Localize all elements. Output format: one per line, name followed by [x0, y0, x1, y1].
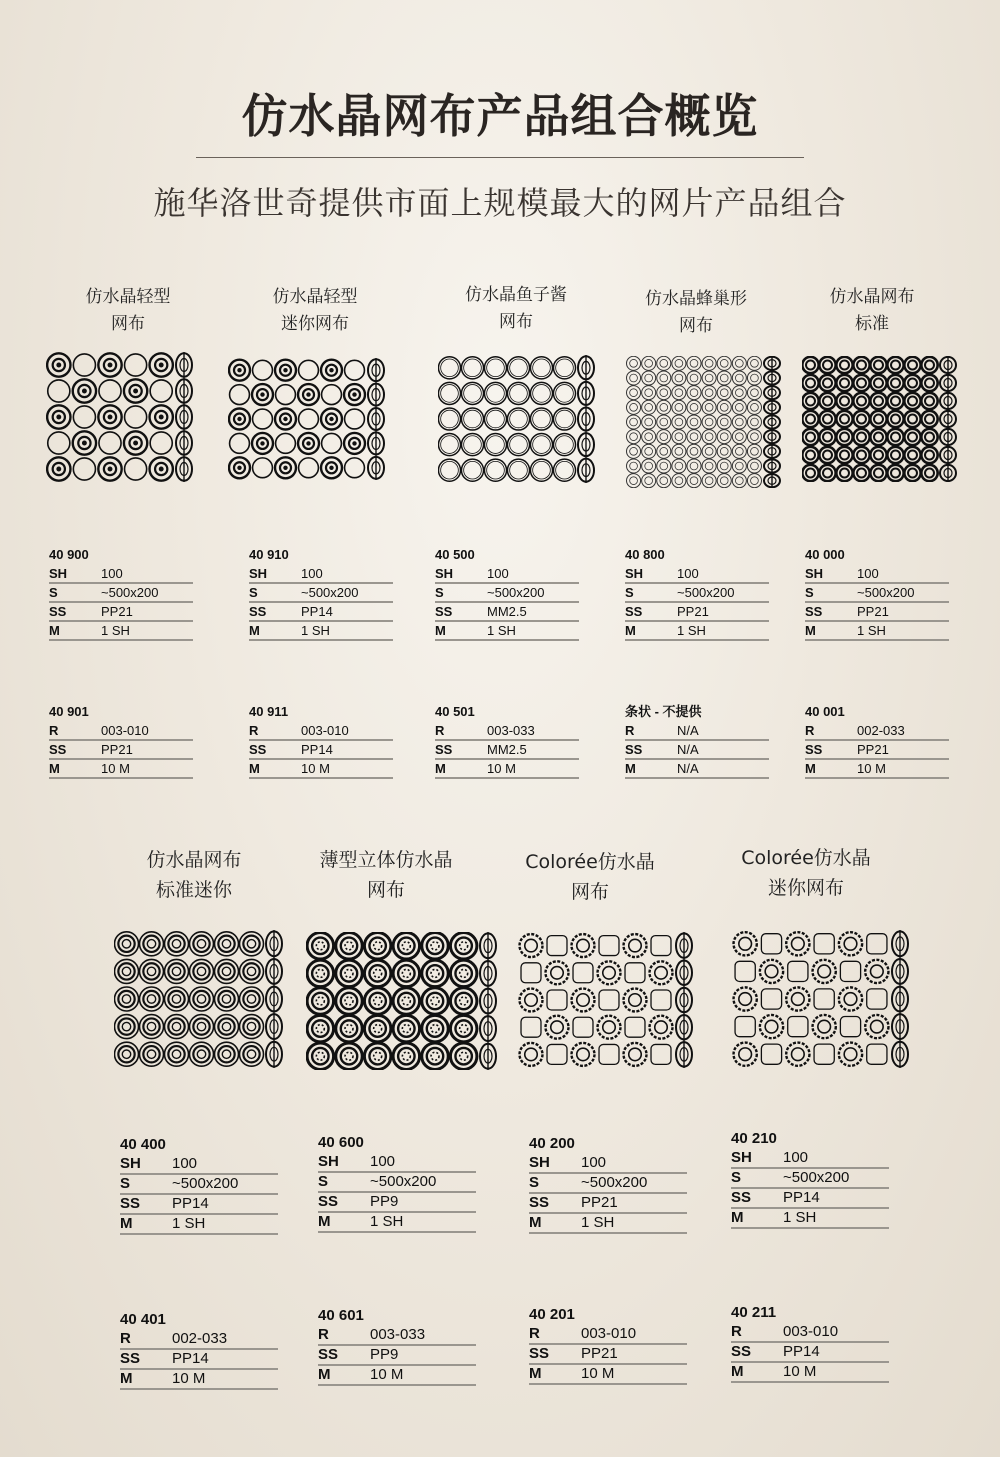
spec-value: PP14	[783, 1343, 820, 1360]
spec-table	[731, 1303, 889, 1383]
product-code: 40 800	[625, 547, 665, 562]
spec-key: M	[805, 623, 816, 638]
spec-key: M	[318, 1213, 331, 1230]
spec-table	[805, 702, 949, 779]
product-caption	[94, 845, 294, 905]
spec-key: S	[529, 1174, 540, 1191]
caption-line: 网布	[679, 316, 713, 336]
spec-row	[625, 722, 769, 741]
spec-row	[120, 1330, 278, 1350]
spec-row	[49, 603, 193, 622]
spec-row	[529, 1154, 687, 1174]
page-subtitle: 施华洛世奇提供市面上规模最大的网片产品组合	[153, 184, 847, 222]
spec-key: SH	[249, 566, 268, 581]
spec-table	[49, 702, 193, 779]
product-code: 40 900	[49, 547, 89, 562]
spec-key: R	[805, 723, 815, 738]
spec-key: SS	[318, 1193, 339, 1210]
spec-row	[435, 565, 579, 584]
spec-row	[120, 1350, 278, 1370]
spec-value: 1 SH	[301, 623, 330, 638]
spec-value: 10 M	[101, 761, 130, 776]
spec-key: SS	[435, 604, 453, 619]
product-code: 40 500	[435, 547, 475, 562]
product-code: 40 401	[120, 1311, 166, 1328]
spec-row	[731, 1149, 889, 1169]
spec-key: SS	[731, 1189, 752, 1206]
caption-line: 仿水晶鱼子酱	[465, 285, 567, 305]
spec-key: M	[249, 623, 260, 638]
product-caption	[706, 843, 906, 903]
spec-value: ~500x200	[581, 1174, 648, 1191]
spec-row	[625, 603, 769, 622]
spec-key: SS	[249, 742, 267, 757]
caption-line: Colorée仿水晶	[525, 851, 655, 873]
spec-table	[731, 1129, 889, 1229]
spec-value: PP21	[857, 742, 889, 757]
caption-line: 标准	[855, 314, 889, 334]
spec-row	[249, 722, 393, 741]
spec-key: M	[435, 623, 446, 638]
spec-table	[49, 545, 193, 641]
spec-value: 1 SH	[677, 623, 706, 638]
spec-value: N/A	[677, 723, 699, 738]
spec-row	[120, 1175, 278, 1195]
spec-row	[49, 722, 193, 741]
spec-row	[625, 565, 769, 584]
spec-row	[529, 1194, 687, 1214]
spec-key: SS	[435, 742, 453, 757]
spec-value: 100	[857, 566, 879, 581]
spec-row	[318, 1193, 476, 1213]
product-caption	[596, 286, 796, 340]
spec-row	[49, 741, 193, 760]
spec-value: PP21	[581, 1194, 618, 1211]
spec-row	[731, 1323, 889, 1343]
spec-row	[805, 622, 949, 641]
product-code: 40 601	[318, 1307, 364, 1324]
spec-value: 003-033	[487, 723, 535, 738]
product-caption	[416, 282, 616, 336]
spec-key: S	[249, 585, 258, 600]
spec-key: SH	[318, 1153, 339, 1170]
product-code: 40 501	[435, 704, 475, 719]
spec-key: S	[625, 585, 634, 600]
spec-value: PP21	[101, 742, 133, 757]
product-code: 40 200	[529, 1135, 575, 1152]
spec-value: ~500x200	[783, 1169, 850, 1186]
spec-key: M	[318, 1366, 331, 1383]
caption-line: 网布	[499, 312, 533, 332]
spec-table	[625, 702, 769, 779]
spec-value: 003-010	[101, 723, 149, 738]
spec-key: S	[435, 585, 444, 600]
spec-key: R	[49, 723, 59, 738]
spec-row	[49, 622, 193, 641]
spec-key: S	[120, 1175, 131, 1192]
spec-value: 100	[783, 1149, 809, 1166]
spec-value: 100	[581, 1154, 607, 1171]
mesh-illustration	[306, 932, 500, 1070]
spec-value: 10 M	[857, 761, 886, 776]
spec-key: SS	[625, 742, 643, 757]
spec-key: SS	[249, 604, 267, 619]
spec-value: PP21	[677, 604, 709, 619]
spec-row	[805, 722, 949, 741]
spec-value: 1 SH	[857, 623, 886, 638]
spec-row	[249, 622, 393, 641]
spec-value: 003-033	[370, 1326, 426, 1343]
caption-line: 网布	[570, 881, 609, 903]
spec-table	[318, 1133, 476, 1233]
spec-value: 100	[370, 1153, 396, 1170]
spec-value: PP14	[172, 1350, 209, 1367]
spec-key: M	[49, 623, 60, 638]
spec-row	[120, 1215, 278, 1235]
spec-value: N/A	[677, 742, 699, 757]
spec-key: R	[120, 1330, 131, 1347]
spec-row	[625, 760, 769, 779]
product-caption	[286, 845, 486, 905]
spec-key: SH	[529, 1154, 550, 1171]
spec-table	[318, 1306, 476, 1386]
caption-line: 薄型立体仿水晶	[319, 849, 453, 871]
spec-value: 1 SH	[581, 1214, 615, 1231]
spec-key: SS	[731, 1343, 752, 1360]
spec-key: M	[731, 1209, 744, 1226]
spec-row	[49, 760, 193, 779]
spec-value: N/A	[677, 761, 699, 776]
spec-row	[731, 1169, 889, 1189]
spec-key: R	[249, 723, 259, 738]
spec-key: SS	[805, 742, 823, 757]
caption-line: Colorée仿水晶	[741, 847, 871, 869]
spec-row	[249, 760, 393, 779]
spec-row	[49, 565, 193, 584]
spec-value: 1 SH	[783, 1209, 817, 1226]
spec-table	[120, 1135, 278, 1235]
caption-line: 迷你网布	[767, 877, 844, 899]
spec-table	[529, 1305, 687, 1385]
spec-key: SS	[529, 1194, 550, 1211]
mesh-illustration	[114, 930, 286, 1068]
spec-value: MM2.5	[487, 604, 527, 619]
caption-line: 仿水晶蜂巢形	[645, 289, 747, 309]
spec-row	[318, 1366, 476, 1386]
spec-value: PP9	[370, 1193, 399, 1210]
spec-key: SS	[120, 1195, 141, 1212]
spec-value: ~500x200	[172, 1175, 239, 1192]
spec-key: SS	[120, 1350, 141, 1367]
mesh-illustration	[228, 358, 388, 480]
spec-value: 1 SH	[487, 623, 516, 638]
caption-line: 标准迷你	[155, 879, 232, 901]
spec-row	[435, 622, 579, 641]
spec-key: S	[318, 1173, 329, 1190]
spec-value: PP9	[370, 1346, 399, 1363]
spec-value: ~500x200	[101, 585, 159, 600]
product-caption	[215, 284, 415, 338]
spec-value: 1 SH	[172, 1215, 206, 1232]
spec-value: 10 M	[370, 1366, 404, 1383]
spec-key: M	[529, 1214, 542, 1231]
mesh-illustration	[732, 930, 912, 1068]
spec-row	[529, 1214, 687, 1234]
spec-key: SS	[805, 604, 823, 619]
spec-value: 1 SH	[101, 623, 130, 638]
spec-row	[120, 1195, 278, 1215]
spec-row	[435, 760, 579, 779]
spec-row	[529, 1174, 687, 1194]
spec-key: R	[731, 1323, 742, 1340]
spec-value: MM2.5	[487, 742, 527, 757]
spec-key: M	[625, 623, 636, 638]
spec-row	[249, 603, 393, 622]
spec-row	[435, 741, 579, 760]
spec-key: R	[625, 723, 635, 738]
spec-row	[435, 722, 579, 741]
spec-row	[318, 1153, 476, 1173]
spec-key: M	[435, 761, 446, 776]
caption-line: 迷你网布	[281, 314, 349, 334]
spec-table	[435, 702, 579, 779]
spec-value: PP21	[857, 604, 889, 619]
product-caption	[772, 284, 972, 338]
spec-row	[731, 1209, 889, 1229]
spec-key: S	[805, 585, 814, 600]
mesh-illustration	[46, 352, 196, 482]
spec-row	[435, 603, 579, 622]
spec-key: SH	[805, 566, 824, 581]
spec-key: M	[805, 761, 816, 776]
spec-key: R	[318, 1326, 329, 1343]
mesh-illustration	[438, 355, 598, 483]
spec-value: ~500x200	[857, 585, 915, 600]
spec-value: 100	[301, 566, 323, 581]
spec-row	[318, 1346, 476, 1366]
spec-value: 100	[101, 566, 123, 581]
caption-line: 仿水晶网布	[146, 849, 242, 871]
spec-row	[805, 760, 949, 779]
spec-value: PP14	[301, 604, 333, 619]
spec-key: M	[249, 761, 260, 776]
spec-key: SH	[49, 566, 68, 581]
spec-table	[249, 545, 393, 641]
spec-row	[49, 584, 193, 603]
spec-key: M	[731, 1363, 744, 1380]
product-code: 40 910	[249, 547, 289, 562]
spec-row	[318, 1213, 476, 1233]
spec-row	[249, 584, 393, 603]
spec-key: M	[120, 1215, 133, 1232]
spec-value: ~500x200	[370, 1173, 437, 1190]
spec-row	[625, 741, 769, 760]
spec-table	[120, 1310, 278, 1390]
spec-value: PP14	[301, 742, 333, 757]
caption-line: 网布	[111, 314, 145, 334]
spec-row	[529, 1325, 687, 1345]
spec-row	[120, 1155, 278, 1175]
product-code: 40 600	[318, 1134, 364, 1151]
spec-row	[731, 1189, 889, 1209]
product-code: 40 400	[120, 1136, 166, 1153]
spec-row	[625, 622, 769, 641]
caption-line: 仿水晶轻型	[85, 287, 171, 307]
spec-key: M	[49, 761, 60, 776]
spec-value: ~500x200	[677, 585, 735, 600]
spec-table	[435, 545, 579, 641]
spec-key: SH	[120, 1155, 141, 1172]
spec-row	[249, 741, 393, 760]
caption-line: 仿水晶轻型	[272, 287, 358, 307]
spec-row	[529, 1365, 687, 1385]
spec-key: S	[49, 585, 58, 600]
spec-value: 10 M	[172, 1370, 206, 1387]
spec-value: 100	[487, 566, 509, 581]
spec-value: 10 M	[783, 1363, 817, 1380]
spec-row	[731, 1363, 889, 1383]
spec-key: SS	[49, 604, 67, 619]
spec-value: ~500x200	[487, 585, 545, 600]
spec-row	[318, 1173, 476, 1193]
spec-row	[731, 1343, 889, 1363]
spec-value: 003-010	[783, 1323, 839, 1340]
spec-table	[529, 1134, 687, 1234]
spec-key: M	[529, 1365, 542, 1382]
spec-key: S	[731, 1169, 742, 1186]
product-code: 40 001	[805, 704, 845, 719]
spec-row	[805, 584, 949, 603]
spec-key: SS	[49, 742, 67, 757]
spec-value: PP21	[581, 1345, 618, 1362]
product-caption	[490, 847, 690, 907]
spec-value: 003-010	[581, 1325, 637, 1342]
mesh-illustration	[518, 932, 696, 1068]
spec-row	[805, 603, 949, 622]
product-code: 40 211	[731, 1304, 777, 1321]
spec-value: PP21	[101, 604, 133, 619]
mesh-illustration	[802, 356, 960, 482]
product-code: 40 901	[49, 704, 89, 719]
spec-value: 100	[172, 1155, 198, 1172]
spec-row	[805, 741, 949, 760]
spec-key: M	[625, 761, 636, 776]
spec-row	[805, 565, 949, 584]
spec-value: 10 M	[487, 761, 516, 776]
spec-key: SS	[318, 1346, 339, 1363]
spec-value: 002-033	[857, 723, 905, 738]
spec-value: 003-010	[301, 723, 349, 738]
spec-value: 10 M	[301, 761, 330, 776]
spec-row	[120, 1370, 278, 1390]
spec-key: SS	[529, 1345, 550, 1362]
product-caption	[28, 284, 228, 338]
caption-line: 仿水晶网布	[829, 287, 915, 307]
product-code: 40 911	[249, 704, 289, 719]
spec-value: 100	[677, 566, 699, 581]
spec-row	[435, 584, 579, 603]
product-code: 40 000	[805, 547, 845, 562]
product-code: 条状 - 不提供	[625, 704, 702, 719]
spec-row	[249, 565, 393, 584]
spec-value: 1 SH	[370, 1213, 404, 1230]
spec-row	[625, 584, 769, 603]
caption-line: 网布	[366, 879, 405, 901]
spec-row	[529, 1345, 687, 1365]
title-divider	[196, 157, 804, 158]
spec-key: R	[529, 1325, 540, 1342]
product-code: 40 210	[731, 1130, 777, 1147]
spec-table	[249, 702, 393, 779]
spec-value: PP14	[783, 1189, 820, 1206]
product-code: 40 201	[529, 1306, 575, 1323]
spec-table	[805, 545, 949, 641]
spec-row	[318, 1326, 476, 1346]
spec-key: SH	[625, 566, 644, 581]
page-title: 仿水晶网布产品组合概览	[241, 89, 759, 143]
spec-key: SH	[731, 1149, 752, 1166]
spec-value: ~500x200	[301, 585, 359, 600]
spec-key: R	[435, 723, 445, 738]
spec-value: 002-033	[172, 1330, 228, 1347]
mesh-illustration	[626, 356, 784, 488]
spec-value: PP14	[172, 1195, 209, 1212]
spec-key: SH	[435, 566, 454, 581]
spec-key: SS	[625, 604, 643, 619]
spec-key: M	[120, 1370, 133, 1387]
spec-table	[625, 545, 769, 641]
spec-value: 10 M	[581, 1365, 615, 1382]
